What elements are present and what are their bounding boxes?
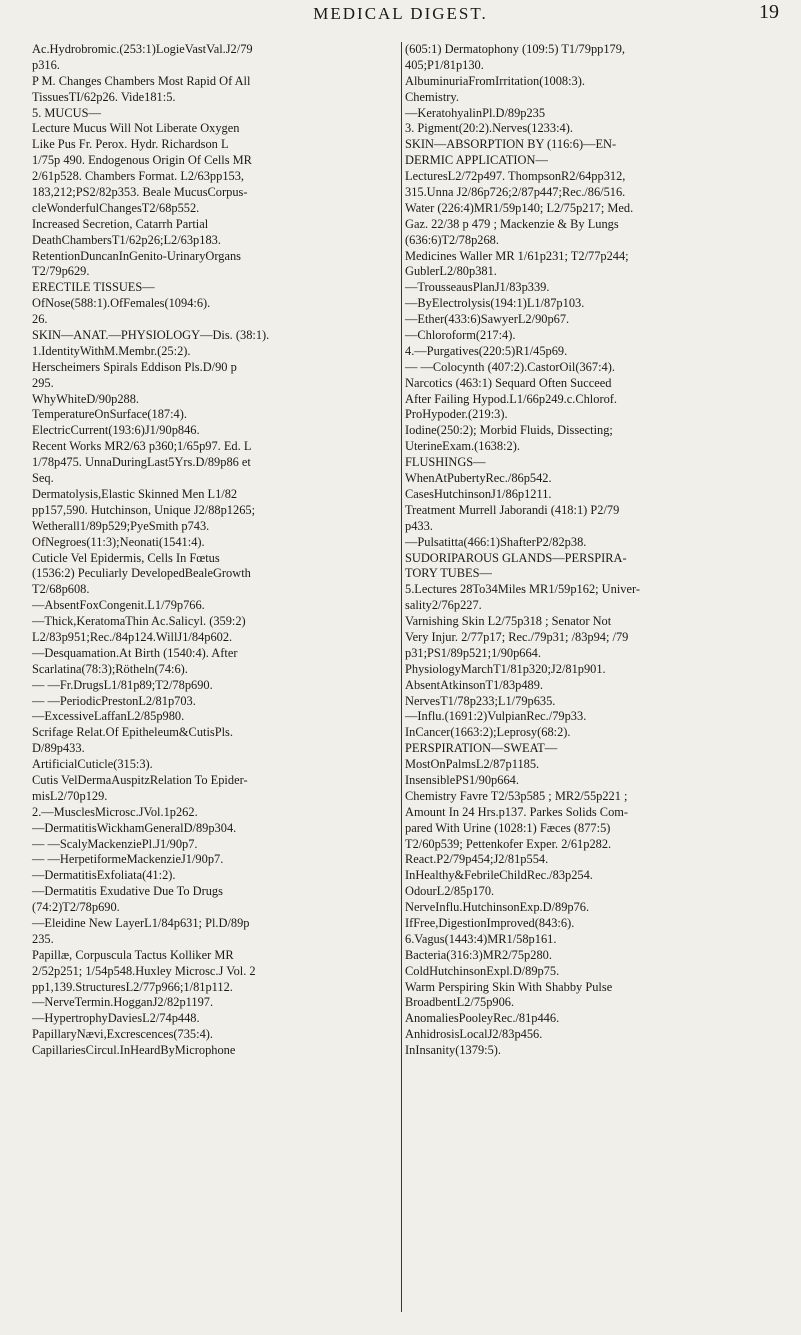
index-line: TORY TUBES—: [405, 566, 492, 581]
left-column: [32, 42, 400, 1059]
index-line: SUDORIPAROUS GLANDS—PERSPIRA-: [405, 550, 627, 565]
index-line: p433.: [405, 518, 433, 533]
index-line: Iodine(250:2); Morbid Fluids, Dissecting;: [405, 423, 613, 438]
index-line: Treatment Murrell Jaborandi (418:1) P2/79: [405, 502, 620, 517]
index-line: — —PeriodicPrestonL2/81p703.: [32, 693, 196, 708]
index-line: PERSPIRATION—SWEAT—: [405, 741, 558, 756]
index-line: (74:2)T2/78p690.: [32, 900, 120, 915]
index-line: 183,212;PS2/82p353. Beale MucusCorpus-: [32, 185, 248, 200]
index-line: 1/75p 490. Endogenous Origin Of Cells MR: [32, 153, 252, 168]
index-line: —Chloroform(217:4).: [405, 328, 516, 343]
index-line: 2.—MusclesMicrosc.JVol.1p262.: [32, 804, 198, 819]
index-line: —NerveTermin.HogganJ2/82p1197.: [32, 995, 214, 1010]
index-line: Papillæ, Corpuscula Tactus Kolliker MR: [32, 947, 234, 962]
index-line: pared With Urine (1028:1) Fæces (877:5): [405, 820, 611, 835]
index-line: — —ScalyMackenziePl.J1/90p7.: [32, 836, 198, 851]
index-line: Wetherall1/89p529;PyeSmith p743.: [32, 518, 210, 533]
index-line: InInsanity(1379:5).: [405, 1043, 502, 1058]
index-line: GublerL2/80p381.: [405, 264, 497, 279]
index-line: —ExcessiveLaffanL2/85p980.: [32, 709, 185, 724]
index-line: OfNose(588:1).OfFemales(1094:6).: [32, 296, 211, 311]
index-line: p316.: [32, 57, 60, 72]
index-line: —AbsentFoxCongenit.L1/79p766.: [32, 598, 205, 613]
index-line: Chemistry Favre T2/53p585 ; MR2/55p221 ;: [405, 788, 628, 803]
index-line: TemperatureOnSurface(187:4).: [32, 407, 187, 422]
index-line: Amount In 24 Hrs.p137. Parkes Solids Com-: [405, 804, 629, 819]
index-line: NerveInflu.HutchinsonExp.D/89p76.: [405, 900, 590, 915]
index-line: — —HerpetiformeMackenzieJ1/90p7.: [32, 852, 224, 867]
index-line: —Eleidine New LayerL1/84p631; Pl.D/89p: [32, 915, 250, 930]
index-line: pp1,139.StructuresL2/77p966;1/81p112.: [32, 979, 233, 994]
index-line: cleWonderfulChangesT2/68p552.: [32, 200, 200, 215]
index-line: WhenAtPubertyRec./86p542.: [405, 471, 552, 486]
index-line: PapillaryNævi,Excrescences(735:4).: [32, 1027, 213, 1042]
index-line: SKIN—ANAT.—PHYSIOLOGY—Dis. (38:1).: [32, 328, 270, 343]
index-line: — —Fr.DrugsL1/81p89;T2/78p690.: [32, 677, 213, 692]
index-line: Increased Secretion, Catarrh Partial: [32, 216, 209, 231]
index-line: Medicines Waller MR 1/61p231; T2/77p244;: [405, 248, 629, 263]
index-line: ArtificialCuticle(315:3).: [32, 757, 153, 772]
index-line: —Influ.(1691:2)VulpianRec./79p33.: [405, 709, 587, 724]
index-line: L2/83p951;Rec./84p124.WillJ1/84p602.: [32, 629, 233, 644]
index-line: Warm Perspiring Skin With Shabby Pulse: [405, 979, 613, 994]
index-line: BroadbentL2/75p906.: [405, 995, 515, 1010]
index-line: 5. MUCUS—: [32, 105, 101, 120]
index-line: InsensiblePS1/90p664.: [405, 772, 519, 787]
index-line: D/89p433.: [32, 741, 85, 756]
index-line: T2/60p539; Pettenkofer Exper. 2/61p282.: [405, 836, 612, 851]
index-line: AnomaliesPooleyRec./81p446.: [405, 1011, 560, 1026]
index-line: 315.Unna J2/86p726;2/87p447;Rec./86/516.: [405, 185, 626, 200]
index-line: Varnishing Skin L2/75p318 ; Senator Not: [405, 614, 612, 629]
index-line: Narcotics (463:1) Sequard Often Succeed: [405, 375, 612, 390]
index-line: Water (226:4)MR1/59p140; L2/75p217; Med.: [405, 200, 634, 215]
index-line: pp157,590. Hutchinson, Unique J2/88p1265;: [32, 502, 256, 517]
index-line: React.P2/79p454;J2/81p554.: [405, 852, 549, 867]
index-line: 6.Vagus(1443:4)MR1/58p161.: [405, 931, 557, 946]
index-line: Gaz. 22/38 p 479 ; Mackenzie & By Lungs: [405, 216, 619, 231]
index-line: —Ether(433:6)SawyerL2/90p67.: [405, 312, 570, 327]
index-line: NervesT1/78p233;L1/79p635.: [405, 693, 556, 708]
index-line: Bacteria(316:3)MR2/75p280.: [405, 947, 552, 962]
index-line: 1/78p475. UnnaDuringLast5Yrs.D/89p86 et: [32, 455, 251, 470]
index-line: —Pulsatitta(466:1)ShafterP2/82p38.: [405, 534, 587, 549]
index-line: sality2/76p227.: [405, 598, 482, 613]
index-line: DERMIC APPLICATION—: [405, 153, 548, 168]
index-line: TissuesTI/62p26. Vide181:5.: [32, 89, 176, 104]
index-line: LecturesL2/72p497. ThompsonR2/64pp312,: [405, 169, 626, 184]
index-line: Chemistry.: [405, 89, 459, 104]
index-line: Cuticle Vel Epidermis, Cells In Fœtus: [32, 550, 220, 565]
index-line: (636:6)T2/78p268.: [405, 232, 499, 247]
index-line: —Dermatitis Exudative Due To Drugs: [32, 884, 223, 899]
index-line: —Desquamation.At Birth (1540:4). After: [32, 645, 238, 660]
index-line: AbsentAtkinsonT1/83p489.: [405, 677, 544, 692]
index-line: p31;PS1/89p521;1/90p664.: [405, 645, 541, 660]
index-line: AlbuminuriaFromIrritation(1008:3).: [405, 73, 585, 88]
index-line: InCancer(1663:2);Leprosy(68:2).: [405, 725, 571, 740]
index-line: T2/68p608.: [32, 582, 90, 597]
index-line: 2/61p528. Chambers Format. L2/63pp153,: [32, 169, 245, 184]
page-number: 19: [759, 1, 779, 23]
index-line: Seq.: [32, 471, 54, 486]
index-line: ElectricCurrent(193:6)J1/90p846.: [32, 423, 200, 438]
index-line: —TrousseausPlanJ1/83p339.: [405, 280, 550, 295]
index-line: InHealthy&FebrileChildRec./83p254.: [405, 868, 593, 883]
index-line: PhysiologyMarchT1/81p320;J2/81p901.: [405, 661, 606, 676]
index-line: Dermatolysis,Elastic Skinned Men L1/82: [32, 486, 238, 501]
index-line: Ac.Hydrobromic.(253:1)LogieVastVal.J2/79: [32, 42, 253, 56]
index-line: —DermatitisExfoliata(41:2).: [32, 868, 176, 883]
index-line: Recent Works MR2/63 p360;1/65p97. Ed. L: [32, 439, 252, 454]
column-divider: [401, 42, 402, 1312]
running-title: MEDICAL DIGEST.: [313, 4, 488, 23]
index-line: FLUSHINGS—: [405, 455, 486, 470]
index-line: Herscheimers Spirals Eddison Pls.D/90 p: [32, 359, 237, 374]
index-line: ProHypoder.(219:3).: [405, 407, 508, 422]
index-line: 3. Pigment(20:2).Nerves(1233:4).: [405, 121, 573, 136]
index-line: UterineExam.(1638:2).: [405, 439, 520, 454]
index-line: OfNegroes(11:3);Neonati(1541:4).: [32, 534, 205, 549]
index-line: misL2/70p129.: [32, 788, 108, 803]
index-line: WhyWhiteD/90p288.: [32, 391, 140, 406]
index-line: (605:1) Dermatophony (109:5) T1/79pp179,: [405, 42, 626, 56]
index-line: OdourL2/85p170.: [405, 884, 495, 899]
index-line: (1536:2) Peculiarly DevelopedBealeGrowth: [32, 566, 251, 581]
index-line: 295.: [32, 375, 54, 390]
index-line: Lecture Mucus Will Not Liberate Oxygen: [32, 121, 240, 136]
index-line: After Failing Hypod.L1/66p249.c.Chlorof.: [405, 391, 617, 406]
index-line: 5.Lectures 28To34Miles MR1/59p162; Univer-: [405, 582, 640, 597]
index-line: 4.—Purgatives(220:5)R1/45p69.: [405, 343, 568, 358]
index-line: —KeratohyalinPl.D/89p235: [405, 105, 546, 120]
index-line: P M. Changes Chambers Most Rapid Of All: [32, 73, 251, 88]
index-line: Cutis VelDermaAuspitzRelation To Epider-: [32, 772, 248, 787]
index-line: MostOnPalmsL2/87p1185.: [405, 757, 540, 772]
index-line: —ByElectrolysis(194:1)L1/87p103.: [405, 296, 585, 311]
index-line: — —Colocynth (407:2).CastorOil(367:4).: [405, 359, 615, 374]
index-line: CapillariesCircul.InHeardByMicrophone: [32, 1043, 236, 1058]
index-line: DeathChambersT1/62p26;L2/63p183.: [32, 232, 221, 247]
index-line: SKIN—ABSORPTION BY (116:6)—EN-: [405, 137, 617, 152]
index-line: 2/52p251; 1/54p548.Huxley Microsc.J Vol. 2: [32, 963, 256, 978]
index-line: CasesHutchinsonJ1/86p1211.: [405, 486, 552, 501]
index-line: IfFree,DigestionImproved(843:6).: [405, 915, 575, 930]
index-line: RetentionDuncanInGenito-UrinaryOrgans: [32, 248, 241, 263]
index-line: —DermatitisWickhamGeneralD/89p304.: [32, 820, 237, 835]
index-line: Very Injur. 2/77p17; Rec./79p31; /83p94; /79: [405, 629, 629, 644]
page-header: [0, 0, 801, 40]
index-line: —HypertrophyDaviesL2/74p448.: [32, 1011, 200, 1026]
index-line: ERECTILE TISSUES—: [32, 280, 155, 295]
index-line: 405;P1/81p130.: [405, 57, 484, 72]
right-column: [405, 42, 783, 1059]
index-line: —Thick,KeratomaThin Ac.Salicyl. (359:2): [32, 614, 246, 629]
index-line: T2/79p629.: [32, 264, 90, 279]
index-line: Like Pus Fr. Perox. Hydr. Richardson L: [32, 137, 229, 152]
index-line: 235.: [32, 931, 54, 946]
index-line: 1.IdentityWithM.Membr.(25:2).: [32, 343, 191, 358]
index-line: AnhidrosisLocalJ2/83p456.: [405, 1027, 543, 1042]
index-line: 26.: [32, 312, 48, 327]
index-line: ColdHutchinsonExpl.D/89p75.: [405, 963, 560, 978]
index-line: Scrifage Relat.Of Epitheleum&CutisPls.: [32, 725, 233, 740]
index-line: Scarlatina(78:3);Rötheln(74:6).: [32, 661, 188, 676]
